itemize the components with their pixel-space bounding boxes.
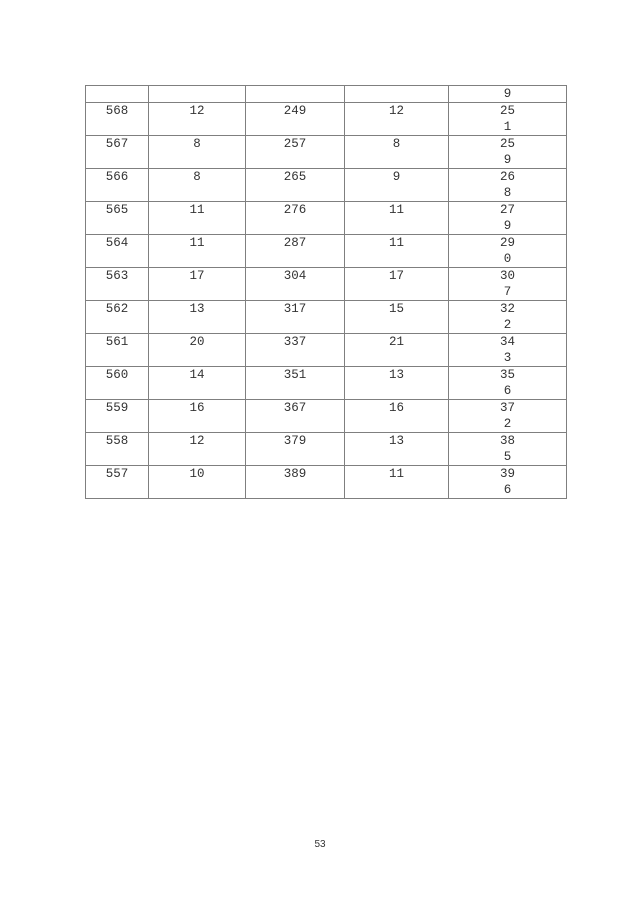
- table-cell: 9: [345, 169, 449, 202]
- table-cell: 559: [86, 400, 149, 433]
- wrapped-cell-line-2: 8: [503, 186, 512, 200]
- table-cell: 14: [149, 367, 246, 400]
- table-cell: 11: [345, 466, 449, 499]
- table-row: [86, 86, 567, 103]
- table-cell: 13: [149, 301, 246, 334]
- table-cell-wrapped: [449, 136, 567, 169]
- page-number: 53: [314, 839, 326, 850]
- table-cell: 566: [86, 169, 149, 202]
- table-row: [86, 433, 567, 466]
- wrapped-cell-line-1: 32: [499, 302, 515, 316]
- table-cell: 257: [246, 136, 345, 169]
- table-cell: 265: [246, 169, 345, 202]
- table-cell-wrapped: [449, 202, 567, 235]
- table-row: [86, 136, 567, 169]
- wrapped-cell-line-2: 0: [503, 252, 512, 266]
- wrapped-cell-line-2: 1: [503, 120, 512, 134]
- table-row: [86, 103, 567, 136]
- table-cell: 11: [149, 202, 246, 235]
- table-row: [86, 235, 567, 268]
- table-cell: 8: [345, 136, 449, 169]
- table-cell: 367: [246, 400, 345, 433]
- table-cell: 249: [246, 103, 345, 136]
- table-cell: 557: [86, 466, 149, 499]
- table-cell: 389: [246, 466, 345, 499]
- table-cell: 565: [86, 202, 149, 235]
- table-cell: 560: [86, 367, 149, 400]
- wrapped-cell-line-2: 7: [503, 285, 512, 299]
- table-cell: 337: [246, 334, 345, 367]
- wrapped-cell-line-2: 2: [503, 417, 512, 431]
- table-cell: [149, 86, 246, 103]
- wrapped-cell-line-1: 35: [499, 368, 515, 382]
- wrapped-cell-line-2: 6: [503, 384, 512, 398]
- table-cell-wrapped: [449, 334, 567, 367]
- table-cell: 12: [345, 103, 449, 136]
- table-cell: 12: [149, 433, 246, 466]
- wrapped-cell-line-1: 39: [499, 467, 515, 481]
- table-cell: 8: [149, 136, 246, 169]
- table-row: [86, 202, 567, 235]
- table-row: [86, 367, 567, 400]
- table-cell-wrapped: [449, 169, 567, 202]
- wrapped-cell-line-2: 9: [503, 219, 512, 233]
- wrapped-cell-line-1: 34: [499, 335, 515, 349]
- table-cell: 13: [345, 367, 449, 400]
- table-cell: 561: [86, 334, 149, 367]
- table-cell: 276: [246, 202, 345, 235]
- table-cell: 8: [149, 169, 246, 202]
- table-row: [86, 268, 567, 301]
- table-cell: 9: [449, 86, 567, 103]
- table-cell: 11: [345, 235, 449, 268]
- wrapped-cell-line-1: 38: [499, 434, 515, 448]
- table-cell: 11: [345, 202, 449, 235]
- table-cell-wrapped: [449, 466, 567, 499]
- table-row: [86, 334, 567, 367]
- table-cell-wrapped: [449, 103, 567, 136]
- table-cell-wrapped: [449, 301, 567, 334]
- wrapped-cell-line-1: 27: [499, 203, 515, 217]
- table-cell: 15: [345, 301, 449, 334]
- wrapped-cell-line-2: 6: [503, 483, 512, 497]
- table-cell: 20: [149, 334, 246, 367]
- table-row: [86, 301, 567, 334]
- table-cell: 287: [246, 235, 345, 268]
- table-row: [86, 466, 567, 499]
- table-row: [86, 400, 567, 433]
- table-cell: 563: [86, 268, 149, 301]
- table-cell-wrapped: [449, 367, 567, 400]
- table-cell: 11: [149, 235, 246, 268]
- table-cell: 21: [345, 334, 449, 367]
- wrapped-cell-line-1: 25: [499, 104, 515, 118]
- table-cell: 379: [246, 433, 345, 466]
- table-cell-wrapped: [449, 268, 567, 301]
- wrapped-cell-line-2: 3: [503, 351, 512, 365]
- table-cell: 304: [246, 268, 345, 301]
- table-cell: 16: [149, 400, 246, 433]
- wrapped-cell-line-1: 26: [499, 170, 515, 184]
- wrapped-cell-line-2: 9: [503, 153, 512, 167]
- wrapped-cell-line-1: 29: [499, 236, 515, 250]
- table-cell-wrapped: [449, 400, 567, 433]
- table-cell: [86, 86, 149, 103]
- table-cell: 12: [149, 103, 246, 136]
- table-cell: 17: [149, 268, 246, 301]
- table-cell: 16: [345, 400, 449, 433]
- table-cell: 17: [345, 268, 449, 301]
- table-cell-wrapped: [449, 235, 567, 268]
- table-cell: [246, 86, 345, 103]
- table-cell: 567: [86, 136, 149, 169]
- table-body: [86, 86, 567, 499]
- table-cell: 568: [86, 103, 149, 136]
- table-row: [86, 169, 567, 202]
- data-table: [85, 85, 567, 499]
- wrapped-cell-line-1: 30: [499, 269, 515, 283]
- table-cell: 351: [246, 367, 345, 400]
- table-cell: 13: [345, 433, 449, 466]
- table-cell: 562: [86, 301, 149, 334]
- wrapped-cell-line-2: 2: [503, 318, 512, 332]
- table-cell-wrapped: [449, 433, 567, 466]
- table-cell: 558: [86, 433, 149, 466]
- table-cell: 317: [246, 301, 345, 334]
- wrapped-cell-line-2: 5: [503, 450, 512, 464]
- table-cell: 10: [149, 466, 246, 499]
- wrapped-cell-line-1: 25: [499, 137, 515, 151]
- table-cell: 564: [86, 235, 149, 268]
- wrapped-cell-line-1: 37: [499, 401, 515, 415]
- table-cell: [345, 86, 449, 103]
